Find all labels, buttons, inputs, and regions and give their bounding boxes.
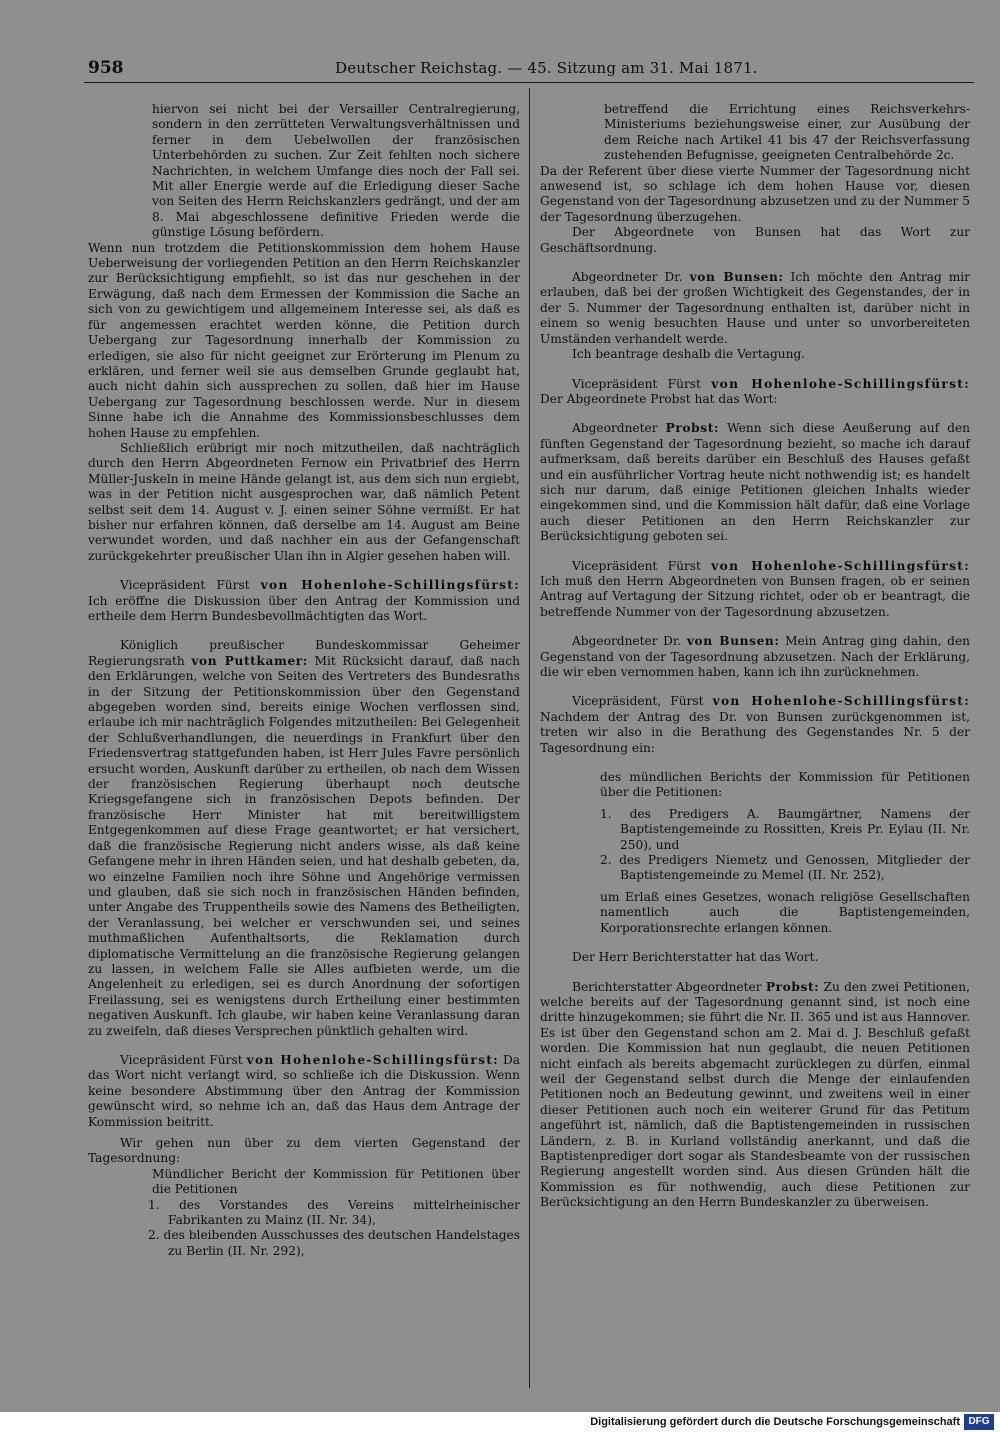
paragraph: Da der Referent über diese vierte Nummer der Tagesordnung nicht anwesend ist, so schlage ich dem hohen Hause vor, diesen Gegenstand von der Tagesordnung abzusetzen und zu der Nummer 5 der Tagesordnung überzugehen.	[540, 163, 970, 224]
speaker-role: Vicepräsident Fürst	[120, 1052, 243, 1067]
dfg-logo: DFG	[964, 1414, 994, 1430]
speaker-role: Königlich preußischer Bundeskommissar Geheimer Regierungsrath	[88, 638, 520, 668]
speech-text: Wenn sich diese Aeußerung auf den fünften Gegenstand der Tagesordnung bezieht, so mache ich darauf aufmerksam, daß bereits darüber ein Beschluß des Hauses gefaßt und ein ausführlicher Vortrag heute nicht nothwendig ist; es handelt sich nur darum, daß einige Petitionen gleichen Inhalts wieder eingekommen sind, und die Kommission hält dafür, daß eine Vorlage auch dieser Petitionen an den Herrn Reichskanzler zur Berücksichtigung geboten sei.	[540, 421, 971, 544]
speech-text: Da das Wort nicht verlangt wird, so schließe ich die Diskussion. Wenn keine besondere Abstimmung über den Antrag der Kommission gewünscht wird, so nehme ich an, daß das Haus dem Antrage der Kommission beitritt.	[88, 1052, 521, 1129]
speaker-name: von Bunsen:	[689, 270, 784, 285]
column-divider	[529, 88, 530, 1388]
running-head: Deutscher Reichstag. — 45. Sitzung am 31. Mai 1871.	[335, 59, 758, 77]
speaker-name: von Hohenlohe-Schillingsfürst:	[712, 694, 970, 709]
paragraph: Der Abgeordnete von Bunsen hat das Wort zur Geschäftsordnung.	[540, 225, 970, 255]
speaker-role: Abgeordneter Dr.	[572, 634, 682, 649]
paragraph: Wir gehen nun über zu dem vierten Gegenstand der Tagesordnung:	[88, 1136, 520, 1166]
agenda-heading: Mündlicher Bericht der Kommission für Petitionen über die Petitionen	[152, 1166, 520, 1197]
paragraph: Wenn nun trotzdem die Petitionskommission dem hohem Hause Ueberweisung der vorliegenden Petition an den Herrn Reichskanzler zur Berücksichtigung empfiehlt, so ist das nur geschehen in der Erwägung, daß nach dem Ermessen der Kommission die Sache an sich von zu gewichtigem und allgemeinem Interesse sei, als daß es für angemessen erachtet werden könne, die Petition durch Uebergang zur Tagesordnung innerhalb der Kommission zu erledigen, sie also für nicht geeignet zur Erörterung im Plenum zu erklären, und ferner weil sie aus demselben Grunde geglaubt hat, auch nicht dahin sich aussprechen zu sollen, daß hier im Hause Uebergang zur Tagesordnung beschlossen werde. Nur in diesem Sinne habe ich die Annahme des Kommissionsbeschlusses dem hohen Hause zu empfehlen.	[88, 240, 520, 440]
speaker-role: Abgeordneter Dr.	[572, 270, 683, 285]
agenda-text: betreffend die Errichtung eines Reichsverkehrs-Ministeriums beziehungsweise einer, zur Ausübung der dem Reiche nach Artikel 41 bis 47 der Reichsverfassung zustehenden Befugnisse, geeigneten Centralbehörde 2c.	[604, 102, 970, 163]
paragraph: Ich beantrage deshalb die Vertagung.	[572, 347, 806, 362]
speech-text: Nachdem der Antrag des Dr. von Bunsen zurückgenommen ist, treten wir also in die Berathung des Gegenstandes Nr. 5 der Tagesordnung ein:	[540, 709, 970, 755]
speaker-name: Probst:	[665, 421, 720, 436]
agenda-heading: des mündlichen Berichts der Kommission für Petitionen über die Petitionen:	[600, 770, 970, 800]
speech-text: Ich möchte den Antrag mir erlauben, daß bei der großen Wichtigkeit des Gegenstandes, der in der 5. Nummer der Tagesordnung enthalten ist, darüber nicht in einem so wenig besuchten Hause und unter so unvorbereiteten Umständen verhandelt werde.	[540, 270, 971, 346]
speech	[88, 1053, 520, 1130]
speech	[540, 980, 970, 1211]
speech-text: Ich muß den Herrn Abgeordneten von Bunsen fragen, ob er seinen Antrag auf Vertagung der Sitzung richtet, oder ob er beantragt, die betreffende Nummer von der Tagesordnung abzusetzen.	[540, 573, 970, 619]
speech	[540, 270, 970, 347]
speaker-role: Vicepräsident Fürst	[572, 558, 701, 573]
speech	[88, 638, 520, 1039]
speech	[88, 578, 520, 624]
page-number: 958	[88, 58, 124, 78]
list-item: 2. des bleibenden Ausschusses des deutschen Handelstages zu Berlin (II. Nr. 292),	[148, 1228, 520, 1258]
speaker-name: von Puttkamer:	[191, 653, 308, 668]
speaker-name: von Bunsen:	[686, 634, 780, 649]
speech-text: Mein Antrag ging dahin, den Gegenstand von der Tagesordnung abzusetzen. Nach der Erklärung, die wir eben vernommen haben, kann ich ihn zurücknehmen.	[540, 634, 971, 679]
speaker-role: Vicepräsident, Fürst	[572, 694, 704, 709]
speaker-name: von Hohenlohe-Schillingsfürst:	[711, 376, 970, 391]
speaker-name: von Hohenlohe-Schillingsfürst:	[246, 1052, 499, 1067]
funding-credit: Digitalisierung gefördert durch die Deutsche Forschungsgemeinschaft	[590, 1416, 960, 1428]
quoted-paragraph: hiervon sei nicht bei der Versailler Centralregierung, sondern in den zerrütteten Verwaltungsverhältnissen und ferner in dem Uebelwollen der französischen Unterbehörden zu suchen. Zur Zeit fehlten noch sichere Nachrichten, in welchem Umfange dies noch der Fall sei. Mit aller Energie werde auf die Erledigung dieser Sache von Seiten des Herrn Reichskanzlers gedrängt, und der am 8. Mai abgeschlossene definitive Frieden werde die günstige Lösung befördern.	[152, 102, 520, 240]
speaker-role: Vicepräsident Fürst	[120, 578, 250, 593]
speech-text: Zu den zwei Petitionen, welche bereits auf der Tagesordnung genannt sind, ist noch eine dritte hinzugekommen; sie führt die Nr. II. 365 und ist aus Hannover. Es ist über den Gegenstand schon am 2. Mai d. J. Beschluß gefaßt worden. Die Kommission hat nun geglaubt, die neuen Petitionen nicht einfach als bereits abgemacht zurücklegen zu dürfen, einmal weil der Gegenstand selbst durch die Menge der einlaufenden Petitionen noch an Bedeutung gewinnt, und zweitens weil in einer dieser Petitionen auch noch ein weiterer Grund für das Petitum angeführt ist, nämlich, daß die Baptistengemeinden in russischen Ländern, z. B. in Kurland vollständig anerkannt, und daß die Baptistenprediger dort sogar als Standesbeamte von der russischen Regierung angestellt worden sind. Aus diesen Gründen hält die Kommission es für nothwendig, auch diese Petitionen zur Berücksichtigung an den Herrn Bundeskanzler zu überweisen.	[540, 979, 970, 1210]
speaker-name: Probst:	[765, 979, 820, 994]
speaker-role: Berichterstatter Abgeordneter	[572, 979, 762, 994]
list-item: 1. des Predigers A. Baumgärtner, Namens der Baptistengemeinde zu Rossitten, Kreis Pr. Eylau (II. Nr. 250), und	[600, 806, 970, 852]
paragraph: Schließlich erübrigt mir noch mitzutheilen, daß nachträglich durch den Herrn Abgeordneten Fernow ein Privatbrief des Herrn Müller-Juskeln in meine Hände gelangt ist, aus dem sich nun ergiebt, was in der Petition nicht ausgesprochen war, daß nämlich Petent selbst seit dem 14. August v. J. einen seiner Söhne vermißt. Er hat bisher nur erfahren können, daß derselbe am 14. August am Beine verwundet worden, und daß nachher ein aus der Gefangenschaft zurückgekehrter preußischer Ulan ihn in Algier gesehen haben will.	[88, 440, 520, 563]
speaker-role: Vicepräsident Fürst	[572, 376, 701, 391]
agenda-text: um Erlaß eines Gesetzes, wonach religiöse Gesellschaften namentlich auch die Baptistengemeinden, Korporationsrechte erlangen können.	[600, 889, 970, 935]
speech	[540, 421, 970, 544]
speaker-name: von Hohenlohe-Schillingsfürst:	[260, 578, 520, 593]
paragraph: Der Herr Berichterstatter hat das Wort.	[572, 950, 819, 965]
speech	[540, 694, 970, 756]
list-item: 2. des Predigers Niemetz und Genossen, Mitglieder der Baptistengemeinde zu Memel (II. Nr. 252),	[600, 853, 970, 883]
speaker-name: von Hohenlohe-Schillingsfürst:	[711, 558, 970, 573]
left-column	[88, 102, 520, 1259]
speaker-role: Abgeordneter	[572, 421, 658, 436]
speech-text: Mit Rücksicht darauf, daß nach den Erklärungen, welche von Seiten des Vertreters des Bundesraths in der Sitzung der Petitionskommission über den Gegenstand abgegeben worden sind, bereits einige Wochen verflossen sind, erlaube ich mir nachträglich Folgendes mitzutheilen: Bei Gelegenheit der Schlußverhandlungen, die neuerdings in Frankfurt über den Friedensvertrag stattgefunden haben, ist Herr Jules Favre persönlich ersucht worden, Auskunft darüber zu ertheilen, ob nach dem Wissen der französischen Regierung überhaupt noch deutsche Kriegsgefangene sich in französischen Depots befinden. Der französische Herr Minister hat mit bereitwilligstem Entgegenkommen auf diese Frage geantwortet; er hat versichert, daß die französische Regierung nicht anders wisse, als daß keine Gefangene mehr in ihren Händen seien, und hat deshalb gebeten, da, wo einzelne Familien noch ihre Söhne und Angehörige vermissen und glauben, daß sie sich noch in französischen Händen befinden, unter Angabe des Truppentheils sowie des Namens des Betheiligten, der Veranlassung, bei welcher er verschwunden sei, und seines muthmaßlichen Aufenthaltsorts, die Reklamation durch diplomatische Vermittelung an die französische Regierung gelangen zu lassen, in welchem Falle sie Alles aufbieten werde, um die Angelenheit zu erledigen, sei es durch Anordnung der sofortigen Freilassung, sei es wenigstens durch Ertheilung einer bestimmten negativen Auskunft. Ich glaube, wir haben keine Veranlassung daran zu zweifeln, daß dieses Versprechen pünktlich gehalten wird.	[88, 653, 520, 1038]
header-rule	[84, 82, 974, 83]
list-item: 1. des Vorstandes des Vereins mittelrheinischer Fabrikanten zu Mainz (II. Nr. 34),	[148, 1197, 520, 1228]
speech-text: Der Abgeordnete Probst hat das Wort:	[540, 391, 778, 406]
speech-text: Ich eröffne die Diskussion über den Antrag der Kommission und ertheile dem Herrn Bundesbevollmächtigten das Wort.	[88, 593, 520, 623]
speech	[540, 559, 970, 621]
right-column	[540, 102, 970, 1211]
speech	[540, 634, 970, 680]
speech	[540, 377, 970, 408]
